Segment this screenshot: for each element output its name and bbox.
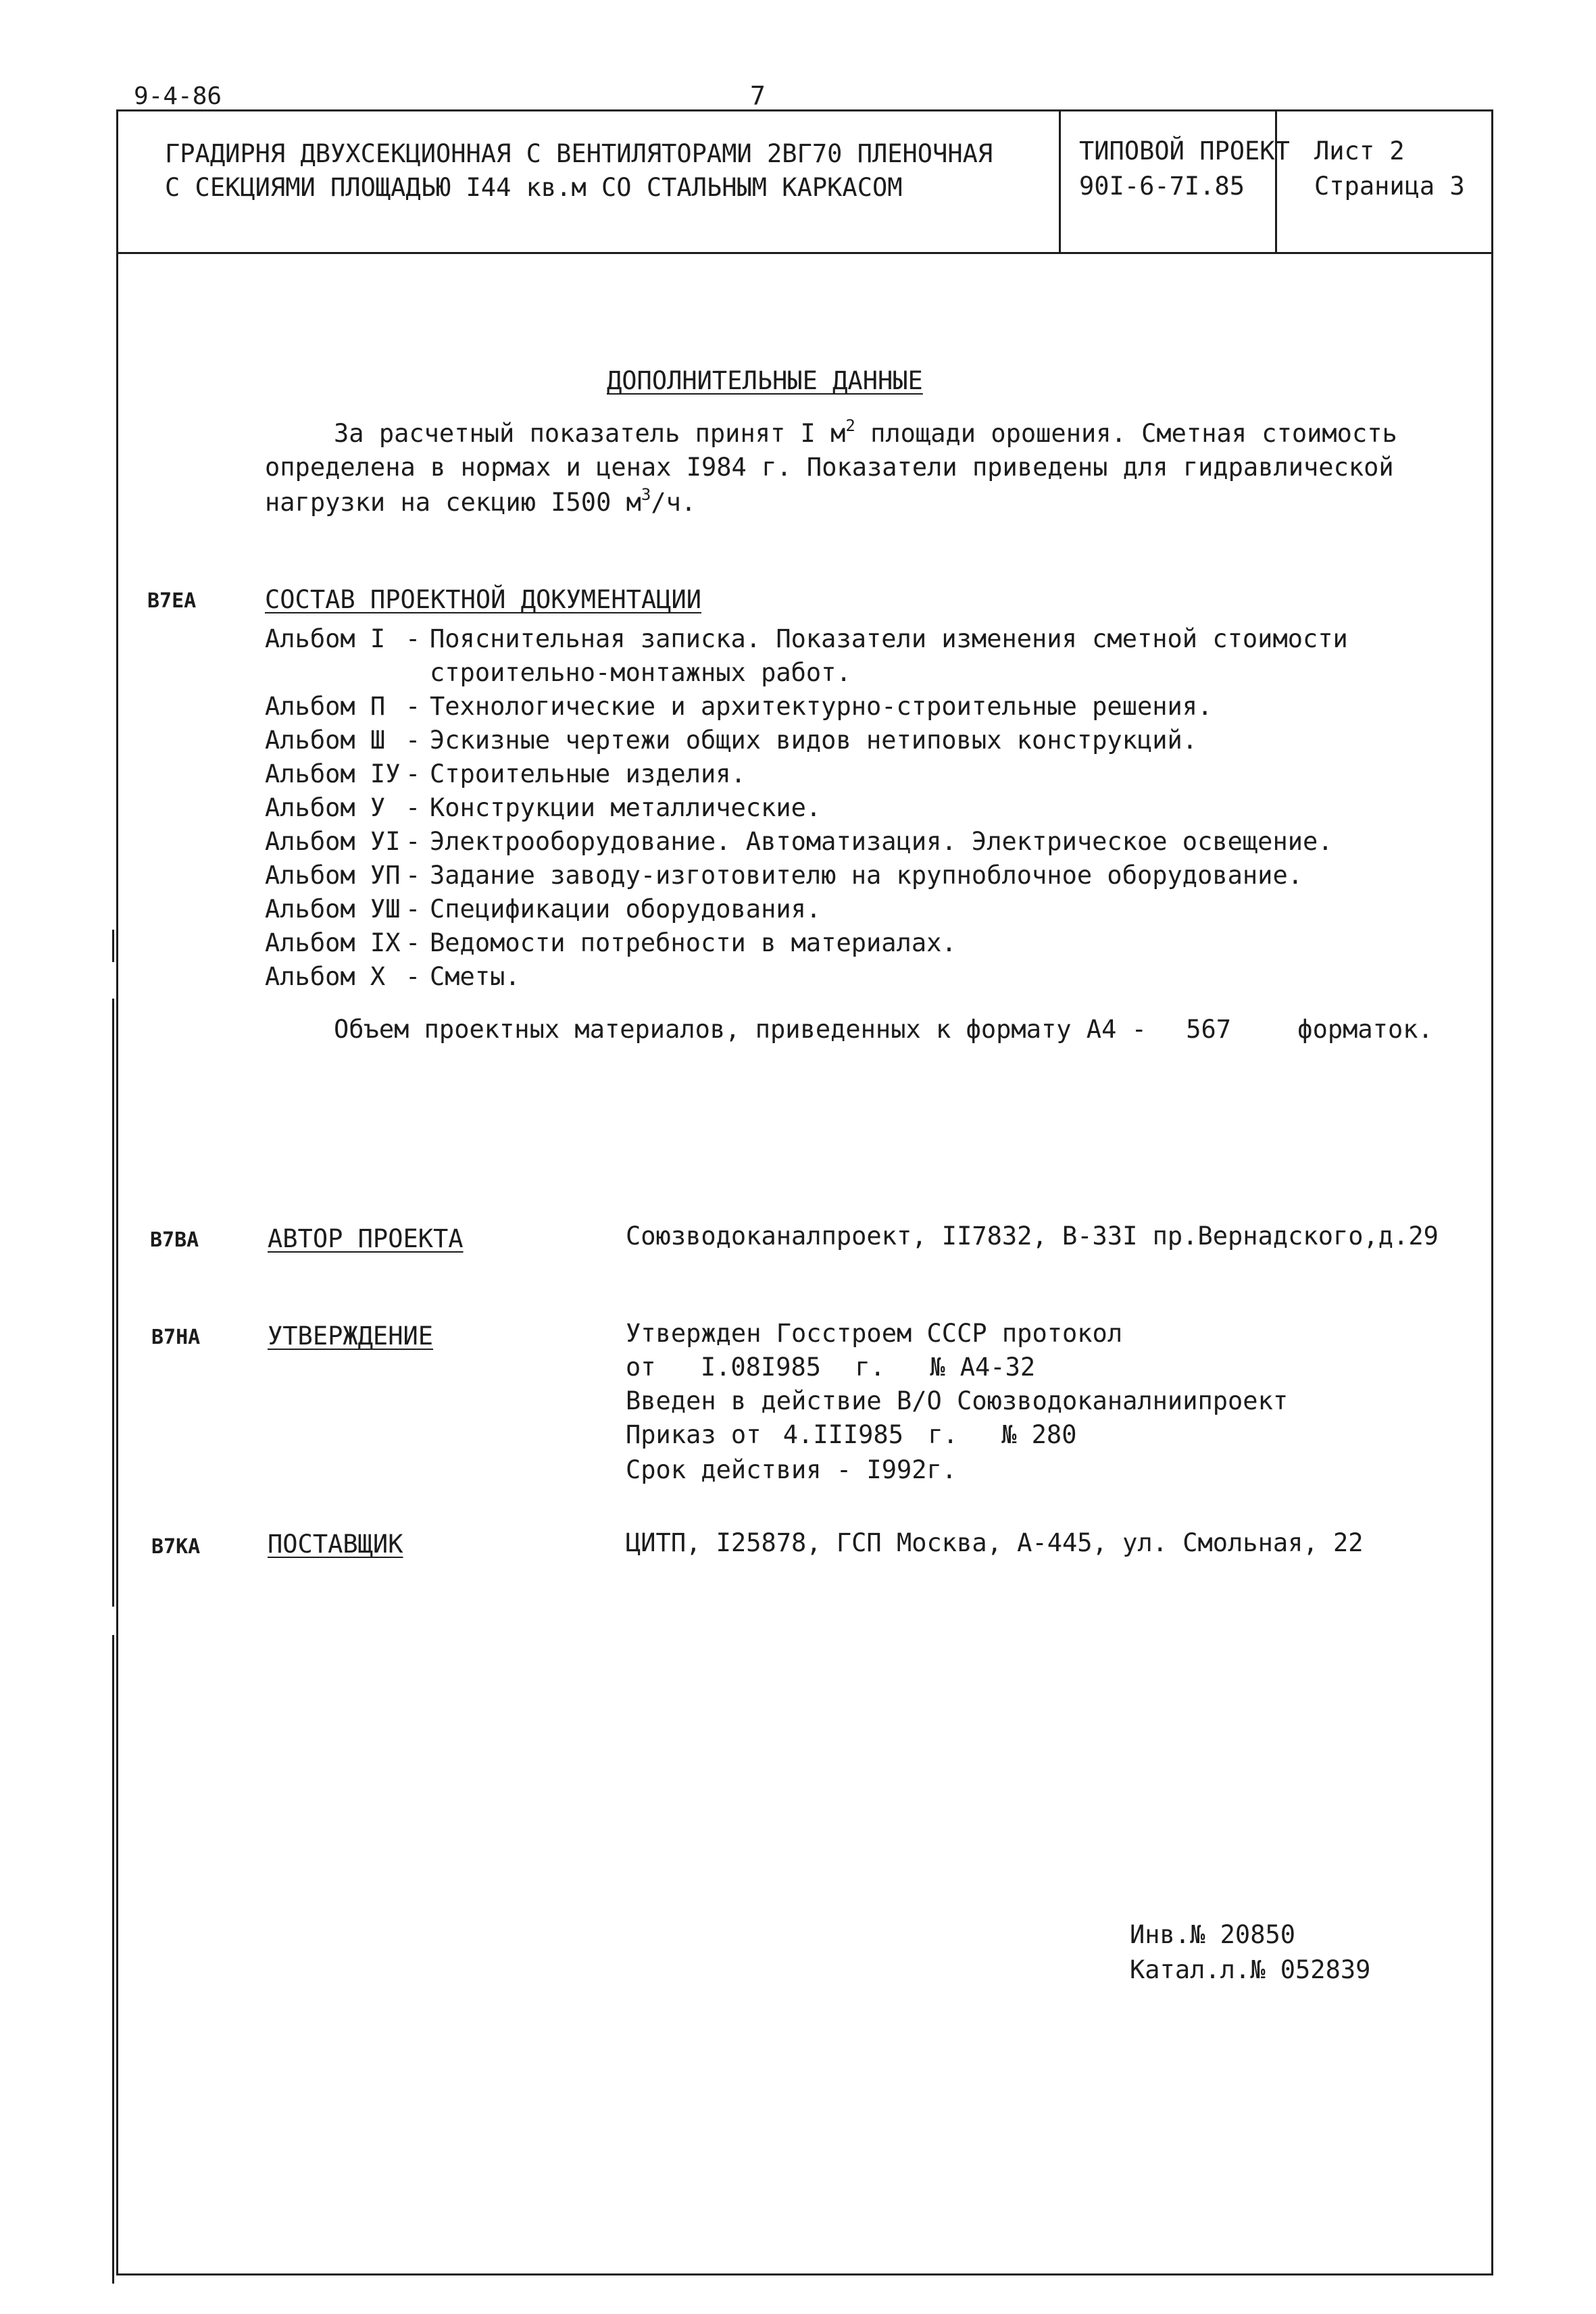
album-row bbox=[265, 624, 1348, 653]
album-dash: - bbox=[405, 928, 421, 957]
album-dash: - bbox=[405, 726, 421, 755]
album-row bbox=[265, 692, 1212, 721]
album-row bbox=[265, 895, 821, 924]
project-number: 90I-6-7I.85 bbox=[1079, 172, 1245, 201]
header-title-line2: С СЕКЦИЯМИ ПЛОЩАДЬЮ I44 кв.м СО СТАЛЬНЫМ КАРКАСОМ bbox=[165, 173, 903, 202]
album-dash: - bbox=[405, 692, 421, 721]
album-row bbox=[265, 759, 746, 788]
volume-text: Объем проектных материалов, приведенных к формату А4 - bbox=[334, 1015, 1147, 1044]
album-dash: - bbox=[405, 895, 421, 924]
additional-line1-a: За расчетный показатель принят I м bbox=[334, 419, 846, 448]
author-code: В7ВА bbox=[150, 1228, 199, 1252]
album-dash: - bbox=[405, 624, 421, 653]
album-number: Альбом IУ bbox=[265, 759, 401, 788]
page-label: Страница 3 bbox=[1314, 172, 1465, 201]
approval-date: I.08I985 bbox=[700, 1353, 822, 1382]
area-exponent: 2 bbox=[845, 416, 855, 435]
album-row bbox=[265, 793, 821, 822]
margin-mark-2 bbox=[112, 999, 114, 1607]
volume-value: 567 bbox=[1186, 1015, 1232, 1044]
page-number: 7 bbox=[750, 81, 766, 111]
volume-exponent: 3 bbox=[641, 485, 651, 504]
album-description: Сметы. bbox=[430, 962, 520, 991]
additional-data-line3 bbox=[265, 485, 697, 517]
sheet-number: Лист 2 bbox=[1314, 136, 1405, 166]
album-number: Альбом УI bbox=[265, 827, 401, 856]
album-description: Ведомости потребности в материалах. bbox=[430, 928, 957, 957]
additional-line3-a: нагрузки на секцию I500 м bbox=[265, 488, 641, 517]
composition-code: В7ЕА bbox=[147, 589, 197, 613]
album-description: строительно-монтажных работ. bbox=[430, 658, 851, 687]
approval-line3: Введен в действие В/О Союзводоканалниипроект bbox=[626, 1386, 1289, 1415]
additional-data-line2: определена в нормах и ценах I984 г. Показатели приведены для гидравлической bbox=[265, 453, 1394, 482]
approval-protocol-number: № А4-32 bbox=[930, 1353, 1036, 1382]
album-number: Альбом П bbox=[265, 692, 386, 721]
album-dash: - bbox=[405, 759, 421, 788]
album-row bbox=[265, 928, 957, 957]
additional-line3-b: /ч. bbox=[651, 488, 697, 517]
album-number: Альбом УП bbox=[265, 861, 401, 890]
supplier-label: ПОСТАВЩИК bbox=[268, 1530, 403, 1559]
album-description: Конструкции металлические. bbox=[430, 793, 822, 822]
additional-data-heading: ДОПОЛНИТЕЛЬНЫЕ ДАННЫЕ bbox=[607, 366, 923, 395]
album-dash: - bbox=[405, 861, 421, 890]
album-description: Пояснительная записка. Показатели изменения сметной стоимости bbox=[430, 624, 1348, 653]
margin-mark-1 bbox=[112, 930, 114, 962]
header-column-divider-1 bbox=[1059, 109, 1061, 253]
volume-line bbox=[334, 1015, 1433, 1044]
order-year-suffix: г. bbox=[928, 1420, 958, 1449]
album-row bbox=[265, 658, 851, 687]
approval-year-suffix: г. bbox=[855, 1353, 885, 1382]
approval-code: В7НА bbox=[151, 1326, 201, 1349]
album-row bbox=[265, 726, 1197, 755]
additional-line1-b: площади орошения. Сметная стоимость bbox=[855, 419, 1397, 448]
margin-mark-3 bbox=[112, 1635, 114, 2284]
inventory-number: Инв.№ 20850 bbox=[1130, 1920, 1296, 1949]
project-type: ТИПОВОЙ ПРОЕКТ bbox=[1079, 136, 1290, 166]
volume-unit: форматок. bbox=[1297, 1015, 1433, 1044]
top-left-stamp: 9-4-86 bbox=[134, 82, 222, 110]
approval-label: УТВЕРЖДЕНИЕ bbox=[268, 1322, 434, 1351]
album-row bbox=[265, 827, 1333, 856]
album-number: Альбом I bbox=[265, 624, 386, 653]
approval-line1: Утвержден Госстроем СССР протокол bbox=[626, 1319, 1123, 1348]
album-description: Эскизные чертежи общих видов нетиповых конструкций. bbox=[430, 726, 1198, 755]
album-description: Спецификации оборудования. bbox=[430, 895, 822, 924]
header-column-divider-2 bbox=[1275, 109, 1277, 253]
album-dash: - bbox=[405, 962, 421, 991]
approval-line2 bbox=[626, 1353, 1035, 1382]
album-row bbox=[265, 861, 1303, 890]
approval-line5: Срок действия - I992г. bbox=[626, 1455, 957, 1484]
album-description: Строительные изделия. bbox=[430, 759, 746, 788]
additional-data-line1 bbox=[334, 416, 1397, 448]
composition-heading: СОСТАВ ПРОЕКТНОЙ ДОКУМЕНТАЦИИ bbox=[265, 585, 702, 614]
header-title-line1: ГРАДИРНЯ ДВУХСЕКЦИОННАЯ С ВЕНТИЛЯТОРАМИ 2ВГ70 ПЛЕНОЧНАЯ bbox=[165, 139, 993, 168]
album-dash: - bbox=[405, 827, 421, 856]
supplier-code: В7КА bbox=[151, 1535, 201, 1559]
album-description: Технологические и архитектурно-строительные решения. bbox=[430, 692, 1213, 721]
album-dash: - bbox=[405, 793, 421, 822]
supplier-value: ЦИТП, I25878, ГСП Москва, А-445, ул. Смольная, 22 bbox=[626, 1528, 1364, 1557]
header-divider bbox=[116, 252, 1493, 254]
album-number: Альбом IX bbox=[265, 928, 401, 957]
author-label: АВТОР ПРОЕКТА bbox=[268, 1224, 464, 1253]
album-row bbox=[265, 962, 520, 991]
approval-from-label: от bbox=[626, 1353, 656, 1382]
album-number: Альбом У bbox=[265, 793, 386, 822]
order-number: № 280 bbox=[1001, 1420, 1077, 1449]
album-number: Альбом УШ bbox=[265, 895, 401, 924]
order-label: Приказ от bbox=[626, 1420, 762, 1449]
order-date: 4.III985 bbox=[782, 1420, 903, 1449]
author-value: Союзводоканалпроект, II7832, В-33I пр.Вернадского,д.29 bbox=[626, 1222, 1439, 1251]
album-description: Задание заводу-изготовителю на крупноблочное оборудование. bbox=[430, 861, 1303, 890]
album-number: Альбом X bbox=[265, 962, 386, 991]
album-description: Электрооборудование. Автоматизация. Электрическое освещение. bbox=[430, 827, 1333, 856]
catalog-number: Катал.л.№ 052839 bbox=[1130, 1955, 1371, 1984]
album-number: Альбом Ш bbox=[265, 726, 386, 755]
approval-line4 bbox=[626, 1420, 1077, 1449]
